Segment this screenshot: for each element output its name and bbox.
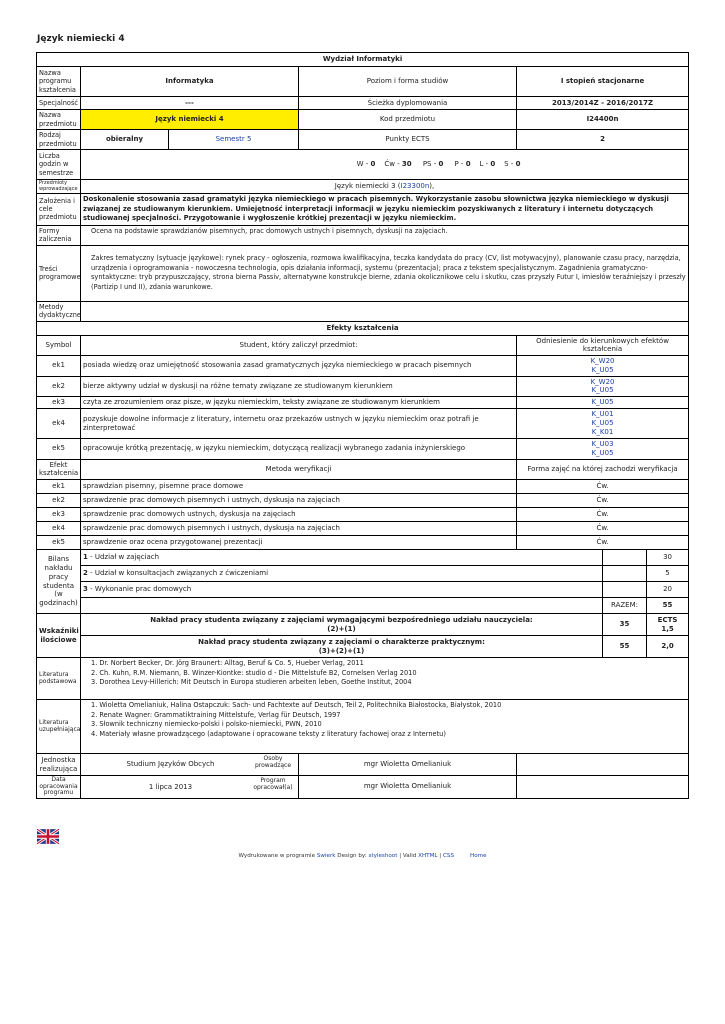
workload-row	[37, 550, 689, 566]
outcome-refs[interactable]	[517, 409, 689, 439]
indicator-text	[81, 614, 603, 636]
verification-symbol: ek1	[37, 480, 81, 494]
goals-label: Założenia i cele przedmiotu	[37, 194, 81, 226]
indicator-hours: 55	[603, 636, 647, 658]
workload-label: Bilans nakładu pracy studenta (w godzinach)	[37, 550, 81, 614]
indicator-description: Nakład pracy studenta związany z zajęciami o charakterze praktycznym:	[198, 637, 485, 646]
outcome-text: pozyskuje dowolne informacje z literatury, internetu oraz przekazów ustnych w języku niemieckim oraz potrafi je zinterpretować	[81, 409, 517, 439]
verification-row	[37, 494, 689, 508]
subject-name-value: Język niemiecki 4	[81, 110, 299, 130]
literature-item: 2. Renate Wagner: Grammatiktraining Mittelstufe, Verlag für Deutsch, 1997	[91, 710, 341, 719]
faculty-header: Wydział Informatyki	[37, 53, 689, 67]
specialty-value: ---	[81, 97, 299, 110]
specialty-label: Specjalność	[37, 97, 81, 110]
verification-form: Ćw.	[517, 480, 689, 494]
indicators-label: Wskaźniki ilościowe	[37, 614, 81, 658]
outcome-ref[interactable]: K_U05	[591, 419, 614, 428]
indicator-description: Nakład pracy studenta związany z zajęciami wymagającymi bezpośredniego udziału nauczyciela:	[150, 615, 533, 624]
outcome-ref[interactable]: K_U05	[591, 448, 614, 457]
workload-row	[37, 566, 689, 582]
uk-flag-icon[interactable]	[37, 829, 59, 844]
footer-design: Design by:	[335, 853, 369, 859]
indicator-ects: 1,5	[661, 624, 674, 633]
hours-s-label: S -	[504, 160, 514, 169]
verification-symbol: ek4	[37, 522, 81, 536]
outcome-text: czyta ze zrozumieniem oraz pisze, w języku niemieckim, teksty związane ze studiowanym kierunkiem	[81, 397, 517, 409]
footer	[0, 853, 725, 859]
hours-ps: 0	[438, 160, 444, 169]
outcome-ref[interactable]: K_W20	[590, 377, 615, 386]
subject-code-label: Kod przedmiotu	[299, 110, 517, 130]
syllabus-table	[36, 52, 689, 799]
workload-hours: 30	[647, 550, 689, 566]
author-value: mgr Wioletta Omelianiuk	[363, 782, 452, 791]
goals-value: Doskonalenie stosowania zasad gramatyki języka niemieckiego w pracach pisemnych. Wykorzystanie zasobu słownictwa języka niemieckiego w dyskusji związanej ze studiowanym kierunkiem. Umiejętność interpretacji informacji w języku niemieckim pozyskiwanych z literatury i internetu dotyczących studiowanej specjalności. Przygotowanie i wygłoszenie krótkiej prezentacji w języku niemieckim.	[81, 194, 689, 226]
literature-item: 3. Dorothea Levy-Hillerich: Mit Deutsch in Europa studieren arbeiten leben, Goethe Institut, 2004	[91, 678, 412, 687]
outcome-text: opracowuje krótką prezentację, w języku niemieckim, dotyczącą realizacji wybranego zadania inżynierskiego	[81, 439, 517, 460]
symbol-header: Symbol	[37, 335, 81, 356]
verification-form: Ćw.	[517, 536, 689, 550]
workload-item	[81, 550, 603, 566]
literature-item: 2. Ch. Kuhn, R.M. Niemann, B. Winzer-Kiontke: studio d - Die Mittelstufe B2, Cornelsen Verlag 2010	[91, 668, 417, 677]
footer-valid: | Valid	[397, 853, 419, 859]
outcome-row	[37, 397, 689, 409]
workload-num: 2	[83, 569, 88, 578]
verification-form: Ćw.	[517, 508, 689, 522]
outcome-ref[interactable]: K_W20	[590, 357, 615, 366]
hours-p-label: P -	[454, 160, 464, 169]
workload-text: - Udział w konsultacjach związanych z ćwiczeniami	[87, 569, 269, 578]
literature-basic-list	[81, 658, 689, 700]
teachers-value-cell	[254, 754, 517, 776]
outcomes-header: Efekty kształcenia	[37, 321, 689, 335]
hours-c: 30	[401, 160, 412, 169]
program-label: Nazwa programu kształcenia	[37, 67, 81, 97]
path-value: 2013/2014Z - 2016/2017Z	[517, 97, 689, 110]
methods-label: Metody dydaktyczne	[37, 301, 81, 321]
home-link[interactable]: Home	[470, 853, 487, 859]
outcome-text: bierze aktywny udział w dyskusji na różne tematy związane ze studiowanym kierunkiem	[81, 376, 517, 397]
outcome-header: Efekt kształcenia	[37, 459, 81, 480]
verification-method: sprawdzenie prac domowych pisemnych i ustnych, dyskusja na zajęciach	[81, 494, 517, 508]
verification-method: sprawdzenie oraz ocena przygotowanej prezentacji	[81, 536, 517, 550]
verification-method: sprawdzenie prac domowych ustnych, dyskusja na zajęciach	[81, 508, 517, 522]
workload-item	[81, 566, 603, 582]
assessment-label: Formy zaliczenia	[37, 225, 81, 245]
literature-extra-list	[81, 700, 689, 754]
outcome-row	[37, 376, 689, 397]
outcome-ref[interactable]: K_K01	[591, 427, 614, 436]
hours-s: 0	[515, 160, 521, 169]
subject-code-value: I24400n	[517, 110, 689, 130]
hours-w: 0	[370, 160, 376, 169]
prerequisites-label: Przedmioty wprowadzające	[37, 180, 81, 194]
teachers-label: Osoby prowadzące	[254, 755, 292, 769]
css-link[interactable]: CSS	[442, 853, 454, 859]
xhtml-link[interactable]: XHTML	[418, 853, 438, 859]
indicator-row	[37, 636, 689, 658]
verification-form: Ćw.	[517, 494, 689, 508]
hours-ps-label: PS -	[422, 160, 437, 169]
outcome-refs[interactable]	[517, 397, 689, 409]
path-label: Ścieżka dyplomowania	[299, 97, 517, 110]
hours-p: 0	[465, 160, 471, 169]
outcome-ref[interactable]: K_U03	[591, 440, 614, 449]
verification-method: sprawdzian pisemny, pisemne prace domowe	[81, 480, 517, 494]
subject-type-label: Rodzaj przedmiotu	[37, 130, 81, 150]
program-value: Informatyka	[81, 67, 299, 97]
literature-item: 3. Słownik techniczny niemiecko-polski i polsko-niemiecki, PWN, 2010	[91, 720, 322, 729]
outcome-row	[37, 409, 689, 439]
indicator-ects-cell	[647, 614, 689, 636]
outcome-symbol: ek2	[37, 376, 81, 397]
subject-type-value: obieralny	[81, 130, 169, 150]
verification-header: Metoda weryfikacji	[81, 459, 517, 480]
hours-l-label: L -	[479, 160, 489, 169]
outcome-refs[interactable]	[517, 439, 689, 460]
class-form-header: Forma zajęć na której zachodzi weryfikacja	[517, 459, 689, 480]
verification-symbol: ek3	[37, 508, 81, 522]
author-value-cell	[253, 776, 517, 799]
page-title: Język niemiecki 4	[37, 34, 125, 44]
date-value: 1 lipca 2013	[81, 776, 299, 799]
verification-symbol: ek5	[37, 536, 81, 550]
workload-num: 1	[83, 553, 88, 562]
workload-text: - Wykonanie prac domowych	[87, 585, 192, 594]
verification-symbol: ek2	[37, 494, 81, 508]
methods-value	[81, 301, 689, 321]
total-label: RAZEM:	[603, 598, 647, 614]
footer-prefix: Wydrukowane w programie	[238, 853, 317, 859]
prerequisites-tail: ),	[429, 182, 435, 191]
footer-pipe: |	[437, 853, 443, 859]
student-header: Student, który zaliczył przedmiot:	[81, 335, 517, 356]
literature-extra-label: Literatura uzupełniająca	[37, 700, 81, 754]
outcome-symbol: ek1	[37, 356, 81, 377]
outcome-ref[interactable]: K_U01	[591, 410, 614, 419]
verification-row	[37, 508, 689, 522]
hours-label: Liczba godzin w semestrze	[37, 150, 81, 180]
literature-item: 1. Wioletta Omelianiuk, Halina Ostapczuk: Sach- und Fachtexte auf Deutsch, Teil 2, Politechnika Białostocka, Białystok, 2010	[91, 701, 502, 710]
verification-row	[37, 536, 689, 550]
outcome-symbol: ek4	[37, 409, 81, 439]
prerequisites-text: Język niemiecki 3 (	[334, 182, 401, 191]
indicator-ects: 2,0	[647, 636, 689, 658]
workload-hours: 5	[647, 566, 689, 582]
indicator-hours: 35	[603, 614, 647, 636]
verification-form: Ćw.	[517, 522, 689, 536]
literature-item: 4. Materiały własne prowadzącego (adaptowane i opracowane teksty z literatury fachowej oraz z Internetu)	[91, 729, 446, 738]
reference-header: Odniesienie do kierunkowych efektów kształcenia	[517, 335, 689, 356]
level-value: I stopień stacjonarne	[517, 67, 689, 97]
outcome-refs[interactable]	[517, 356, 689, 377]
outcome-symbol: ek3	[37, 397, 81, 409]
workload-num: 3	[83, 585, 88, 594]
swierk-link[interactable]: Swierk	[316, 853, 336, 859]
prepared-by-label: Program opracował(a)	[253, 777, 293, 791]
indicator-formula: (2)+(1)	[327, 624, 356, 633]
literature-item: 1. Dr. Norbert Becker, Dr. Jörg Braunert: Alltag, Beruf & Co. 5, Hueber Verlag, 2011	[91, 659, 364, 668]
hours-w-label: W -	[356, 160, 369, 169]
workload-row	[37, 582, 689, 598]
indicator-text	[81, 636, 603, 658]
ects-label: Punkty ECTS	[299, 130, 517, 150]
verification-row	[37, 480, 689, 494]
assessment-value: Ocena na podstawie sprawdzianów pisemnych, prac domowych ustnych i pisemnych, dyskusji na zajęciach.	[81, 225, 689, 245]
styleshoot-link[interactable]: styleshoot	[368, 853, 398, 859]
outcome-text: posiada wiedzę oraz umiejętność stosowania zasad gramatycznych języka niemieckiego w pracach pisemnych	[81, 356, 517, 377]
hours-l: 0	[490, 160, 496, 169]
total-hours: 55	[647, 598, 689, 614]
outcome-ref[interactable]: K_U05	[591, 365, 614, 374]
teachers-value: mgr Wioletta Omelianiuk	[363, 759, 452, 768]
content-value: Zakres tematyczny (sytuacje językowe): rynek pracy - ogłoszenia, rozmowa kwalifikacyjna, teczka kandydata do pracy (CV, list motywacyjny), planowanie czasu pracy, narzędzia, urządzenia i oprogramowania - nowoczesna technologia, opis działania informacji, systemu (prezentacja); praca z tekstem specjalistycznym. Zagadnienia gramatyczno-syntaktyczne: tryb przypuszczający, strona bierna Passiv, alternatywne konstrukcje bierne, zdania okolicznikowe celu i skutku, czas przyszły Futur I, imiesłów teraźniejszy i przeszły (Partizip I und II), zdania warunkowe.	[81, 245, 689, 301]
unit-value: Studium Języków Obcych	[81, 754, 299, 776]
prerequisite-link[interactable]: I23300n	[400, 182, 430, 191]
date-label: Data opracowania programu	[37, 776, 81, 799]
verification-method: sprawdzenie prac domowych pisemnych i ustnych, dyskusja na zajęciach	[81, 522, 517, 536]
prerequisites-value	[81, 180, 689, 194]
semester-value: Semestr 5	[169, 130, 299, 150]
outcome-ref[interactable]: K_U05	[591, 398, 614, 407]
ects-column-header: ECTS	[657, 615, 678, 624]
hours-breakdown	[81, 150, 689, 180]
level-label: Poziom i forma studiów	[299, 67, 517, 97]
unit-label: Jednostka realizująca	[37, 754, 81, 776]
content-label: Treści programowe	[37, 245, 81, 301]
workload-hours: 20	[647, 582, 689, 598]
workload-item	[81, 582, 603, 598]
literature-basic-label: Literatura podstawowa	[37, 658, 81, 700]
outcome-row	[37, 439, 689, 460]
hours-c-label: Ćw -	[384, 160, 400, 169]
outcome-ref[interactable]: K_U05	[591, 386, 614, 395]
verification-row	[37, 522, 689, 536]
indicator-row	[37, 614, 689, 636]
ects-value: 2	[517, 130, 689, 150]
workload-text: - Udział w zajęciach	[87, 553, 160, 562]
indicator-formula: (3)+(2)+(1)	[318, 646, 365, 655]
outcome-row	[37, 356, 689, 377]
outcome-symbol: ek5	[37, 439, 81, 460]
subject-name-label: Nazwa przedmiotu	[37, 110, 81, 130]
outcome-refs[interactable]	[517, 376, 689, 397]
